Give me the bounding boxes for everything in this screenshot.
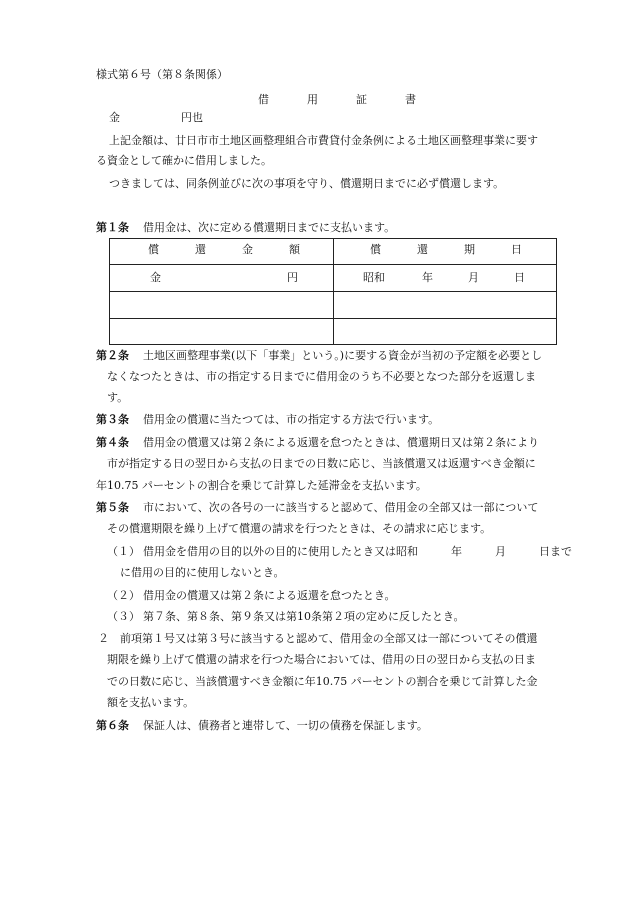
article-4-text: 市が指定する日の翌日から支払の日までの日数に応じ、当該償還又は返還すべき金額に <box>107 457 536 470</box>
preamble-line: 上記金額は、廿日市市土地区画整理組合市費貸付金条例による土地区画整理事業に要す <box>109 134 538 147</box>
article-4-heading: 第４条 <box>96 436 129 449</box>
preamble-line: る資金として確かに借用しました。 <box>96 154 272 167</box>
item-3-text: 第７条、第８条、第９条又は第10条第２項の定めに反したとき。 <box>143 610 465 623</box>
form-number: 様式第６号（第８条関係） <box>96 68 228 81</box>
article-1-heading: 第１条 <box>96 221 129 234</box>
article-2-text: す。 <box>107 391 129 404</box>
item-2-label: （２） <box>107 589 140 602</box>
article-5-text: その償還期限を繰り上げて償還の請求を行つたときは、その請求に応じます。 <box>107 522 492 535</box>
date-month: 月 <box>468 271 479 284</box>
article-3-heading: 第３条 <box>96 413 129 426</box>
paragraph-2-text: 額を支払います。 <box>107 696 195 709</box>
paragraph-2-label: ２ <box>98 632 109 645</box>
date-year: 年 <box>422 271 433 284</box>
paragraph-2-text: 前項第１号又は第３号に該当すると認めて、借用金の全部又は一部についてその償還 <box>120 632 538 645</box>
article-6-text: 保証人は、債務者と連帯して、一切の債務を保証します。 <box>143 719 428 732</box>
repayment-table <box>109 238 557 345</box>
item-1-text: に借用の目的に使用しないとき。 <box>120 566 285 579</box>
date-era: 昭和 <box>363 271 385 284</box>
amount-unit: 円也 <box>181 111 203 124</box>
paragraph-2-text: 期限を繰り上げて償還の請求を行つた場合においては、借用の日の翌日から支払の日ま <box>107 653 536 666</box>
table-header-date-label: 償還期日 <box>370 243 558 256</box>
article-1-text: 借用金は、次に定める償還期日までに支払います。 <box>143 221 396 234</box>
item-1-text: 借用金を借用の目的以外の目的に使用したとき又は昭和 年 月 日まで <box>143 545 572 558</box>
amount-unit: 円 <box>287 271 298 284</box>
paragraph-2-text: での日数に応じ、当該償還すべき金額に年10.75 パーセントの割合を乗じて計算した金 <box>107 675 538 688</box>
article-6-heading: 第６条 <box>96 719 129 732</box>
article-5-heading: 第５条 <box>96 501 129 514</box>
table-header-amount-label: 償還金額 <box>148 243 336 256</box>
document-title: 借用証書 <box>258 93 454 106</box>
article-3-text: 借用金の償還に当たつては、市の指定する方法で行います。 <box>143 413 440 426</box>
article-4-text: 年10.75 パーセントの割合を乗じて計算した延滞金を支払います。 <box>96 479 427 492</box>
amount-label: 金 <box>109 111 120 124</box>
table-header-date <box>334 239 556 265</box>
table-cell-date-empty <box>334 292 556 319</box>
table-cell-date-empty <box>334 319 556 344</box>
item-1-label: （１） <box>107 545 140 558</box>
item-3-label: （３） <box>107 610 140 623</box>
article-2-heading: 第２条 <box>96 349 129 362</box>
table-cell-date <box>334 265 556 292</box>
table-cell-amount-empty <box>110 292 334 319</box>
table-cell-amount-empty <box>110 319 334 344</box>
table-header-amount <box>110 239 334 265</box>
article-2-text: 土地区画整理事業(以下「事業」という。)に要する資金が当初の予定額を必要とし <box>143 349 543 362</box>
article-2-text: なくなつたときは、市の指定する日までに借用金のうち不必要となつた部分を返還しま <box>107 370 536 383</box>
article-4-text: 借用金の償還又は第２条による返還を怠つたときは、償還期日又は第２条により <box>143 436 539 449</box>
item-2-text: 借用金の償還又は第２条による返還を怠つたとき。 <box>143 589 396 602</box>
date-day: 日 <box>514 271 525 284</box>
article-5-text: 市において、次の各号の一に該当すると認めて、借用金の全部又は一部について <box>143 501 539 514</box>
table-cell-amount <box>110 265 334 292</box>
preamble-line: つきましては、同条例並びに次の事項を守り、償還期日までに必ず償還します。 <box>109 177 505 190</box>
amount-prefix: 金 <box>150 271 161 284</box>
